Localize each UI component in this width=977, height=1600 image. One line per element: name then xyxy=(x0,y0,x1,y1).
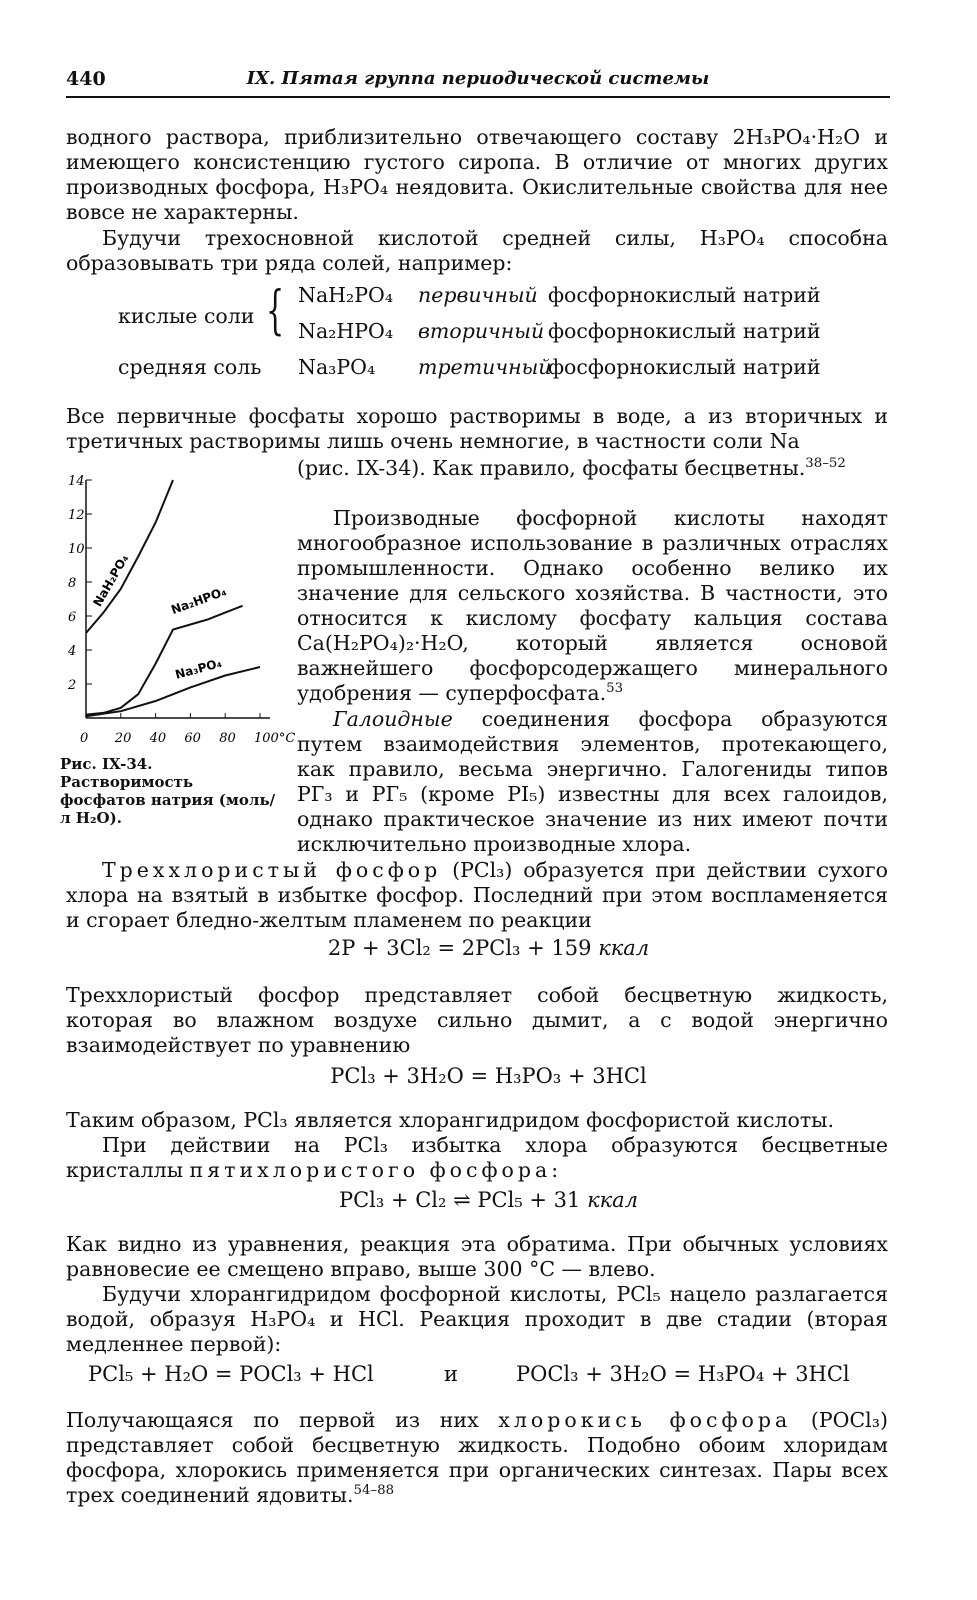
equation-unit: ккал xyxy=(587,1188,639,1212)
paragraph-2: Будучи трехосновной кислотой средней силы, H₃PO₄ способна образовывать три ряда солей, например: xyxy=(66,226,888,275)
paragraph-7: Треххлористый фосфор представляет собой бесцветную жидкость, которая во влажном воздухе сильно дымит, а с водой энергично взаимодействует по уравнению xyxy=(66,983,888,1057)
series-line xyxy=(86,480,173,633)
paragraph-12 xyxy=(66,1408,888,1508)
series-label: Na₂HPO₄ xyxy=(169,584,229,618)
paragraph-6 xyxy=(66,858,888,933)
reference-marker: 53 xyxy=(606,681,624,697)
y-tick-label: 14 xyxy=(68,474,85,489)
equation-text: 2P + 3Cl₂ = 2PCl₃ + 159 xyxy=(327,936,592,960)
equation-1 xyxy=(0,936,977,960)
salt-adjective: третичный xyxy=(418,355,552,379)
paragraph-6-text: (PCl₃) образуется при действии сухого хлора на взятый в избытке фосфор. Последний при этом воспламеняется и сгорает бледно-желтым пламенем по реакции xyxy=(66,858,888,932)
figure-caption: Рис. IX-34. Растворимость фосфатов натрия (моль/л H₂O). xyxy=(60,755,276,827)
brace-symbol: { xyxy=(266,281,285,341)
salt-formula: Na₂HPO₄ xyxy=(298,319,394,343)
spaced-term: Треххлористый фосфор xyxy=(102,858,442,882)
y-tick-label: 2 xyxy=(68,678,77,693)
halide-term: Галоидные xyxy=(333,707,453,731)
solubility-figure xyxy=(60,470,296,770)
series-label: NaH₂PO₄ xyxy=(90,552,132,609)
colon: : xyxy=(551,1158,559,1182)
reference-marker: 54–88 xyxy=(353,1483,395,1499)
paragraph-5 xyxy=(297,707,888,857)
x-tick-label: 100°C xyxy=(254,731,296,746)
series-line xyxy=(86,667,260,716)
x-tick-label: 80 xyxy=(219,731,236,746)
neutral-salt-label: средняя соль xyxy=(118,355,262,379)
series-label: Na₃PO₄ xyxy=(173,655,224,682)
x-tick-label: 40 xyxy=(149,731,167,746)
y-tick-label: 6 xyxy=(68,610,77,625)
page-header xyxy=(66,68,890,98)
x-tick-label: 20 xyxy=(114,731,132,746)
x-tick-label: 0 xyxy=(80,731,89,746)
spaced-term: хлорокись фосфора xyxy=(498,1408,792,1432)
reference-marker: 38–52 xyxy=(805,456,846,472)
salt-row-2 xyxy=(118,319,888,347)
salt-formula: NaH₂PO₄ xyxy=(298,283,394,307)
equation-4-and: и xyxy=(444,1362,458,1386)
salt-name: фосфорнокислый натрий xyxy=(548,355,821,379)
salt-row-3 xyxy=(118,355,888,383)
paragraph-3-full: Все первичные фосфаты хорошо растворимы в воде, а из вторичных и третичных растворимы лишь очень немногие, в частности соли Na xyxy=(66,404,888,453)
paragraph-3-wrap xyxy=(297,456,888,481)
equation-4-right: POCl₃ + 3H₂O = H₃PO₄ + 3HCl xyxy=(516,1362,850,1386)
salt-name: фосфорнокислый натрий xyxy=(548,319,821,343)
salt-formula: Na₃PO₄ xyxy=(298,355,376,379)
running-title: IX. Пятая группа периодической системы xyxy=(246,68,710,89)
equation-text: PCl₃ + Cl₂ ⇌ PCl₅ + 31 xyxy=(338,1188,581,1212)
spaced-term: пятихлористого фосфора xyxy=(189,1158,552,1182)
paragraph-9 xyxy=(66,1133,888,1183)
paragraph-8: Таким образом, PCl₃ является хлорангидридом фосфористой кислоты. xyxy=(66,1108,835,1132)
paragraph-11: Будучи хлорангидридом фосфорной кислоты, PCl₅ нацело разлагается водой, образуя H₃PO₄ и HCl. Реакция проходит в две стадии (вторая медленнее первой): xyxy=(66,1282,888,1356)
paragraph-1: водного раствора, приблизительно отвечающего составу 2H₃PO₄·H₂O и имеющего консистенцию густого сиропа. В отличие от многих других производных фосфора, H₃PO₄ неядовита. Окислительные свойства для нее вовсе не характерны. xyxy=(66,125,888,224)
salt-adjective: вторичный xyxy=(418,319,545,343)
paragraph-5-text: соединения фосфора образуются путем взаимодействия элементов, протекающего, как правило, весьма энергично. Галогениды типов PГ₃ и PГ₅ (кроме PI₅) известны для всех галоидов, однако практическое значение из них имеют почти исключительно производные хлора. xyxy=(297,707,888,856)
equation-4-left: PCl₅ + H₂O = POCl₃ + HCl xyxy=(88,1362,374,1386)
y-tick-label: 12 xyxy=(68,508,85,523)
salt-name: фосфорнокислый натрий xyxy=(548,283,821,307)
paragraph-10: Как видно из уравнения, реакция эта обратима. При обычных условиях равновесие ее смещено вправо, выше 300 °C — влево. xyxy=(66,1232,888,1281)
x-tick-label: 60 xyxy=(184,731,201,746)
equation-unit: ккал xyxy=(598,936,650,960)
paragraph-3-text: (рис. IX-34). Как правило, фосфаты бесцветны. xyxy=(297,456,806,480)
page-number: 440 xyxy=(66,68,106,90)
paragraph-4-text: Производные фосфорной кислоты находят многообразное использование в различных отраслях промышленности. Однако особенно велико их значение для сельского хозяйства. В частности, это относится к кислому фосфату кальция состава Ca(H₂PO₄)₂·H₂O, который является основой важнейшего фосфорсодержащего минерального удобрения — суперфосфата. xyxy=(297,506,888,705)
equation-3 xyxy=(0,1188,977,1212)
y-tick-label: 10 xyxy=(68,542,85,557)
solubility-chart xyxy=(60,470,296,755)
acid-salts-label: кислые соли xyxy=(118,304,255,328)
equation-2: PCl₃ + 3H₂O = H₃PO₃ + 3HCl xyxy=(330,1064,647,1088)
y-tick-label: 4 xyxy=(68,644,77,659)
y-tick-label: 8 xyxy=(68,576,77,591)
paragraph-4 xyxy=(297,506,888,706)
salt-adjective: первичный xyxy=(418,283,538,307)
paragraph-9-text: При действии на PCl₃ избытка хлора образуются бесцветные кристаллы xyxy=(66,1133,888,1182)
paragraph-12-rest: (POCl₃) представляет собой бесцветную жидкость. Подобно обоим хлоридам фосфора, хлорокись применяется при органических синтезах. Пары всех трех соединений ядовиты. xyxy=(66,1408,888,1507)
paragraph-12-text: Получающаяся по первой из них xyxy=(66,1408,479,1432)
